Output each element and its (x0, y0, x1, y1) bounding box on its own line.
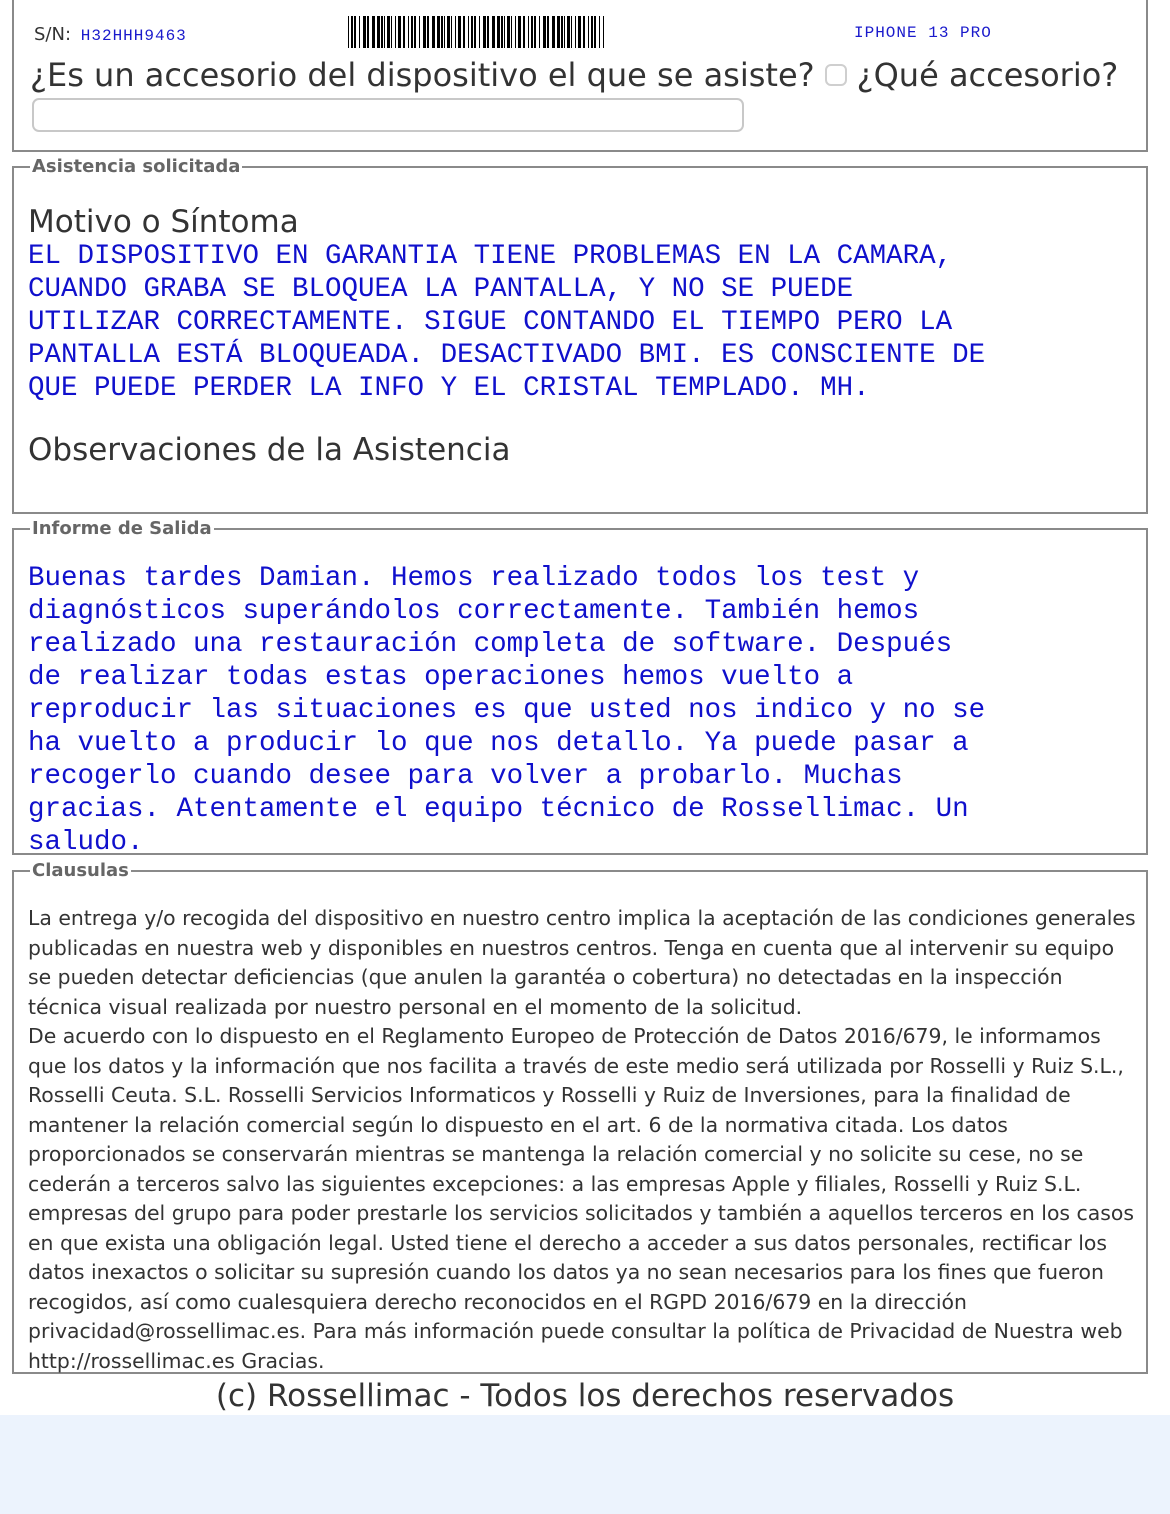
barcode-bar (411, 16, 413, 48)
clauses-paragraph: De acuerdo con lo dispuesto en el Reglamento Europeo de Protección de Datos 2016/679, le informamos que los datos y la información que nos facilita a través de este medio será utilizada por Rosselli y Ruiz S.L., Rosselli Ceuta. S.L. Rosselli Servicios Informaticos y Rosselli y Ruiz de Inversiones, para la finalidad de mantener la relación comercial según lo dispuesto en el art. 6 de la normativa citada. Los datos proporcionados se conservarán mientras se mantenga la relación comercial y no solicite su cese, no se cederán a terceros salvo las siguientes excepciones: a las empresas Apple y filiales, Rosselli y Ruiz S.L. empresas del grupo para poder prestarle los servicios solicitados y también a aquellos terceros en los casos en que exista una obligación legal. Usted tiene el derecho a acceder a sus datos personales, rectificar los datos inexactos o solicitar su supresión cuando los datos ya no sean necesarios para los fines que fueron recogidos, así como cualesquiera derecho reconocidos en el RGPD 2016/679 en la dirección privacidad@rossellimac.es. Para más información puede consultar la política de Privacidad de Nuestra web http://rossellimac.es Gracias. (28, 1024, 1134, 1373)
barcode-bar (367, 16, 369, 48)
barcode-bar (564, 16, 565, 48)
barcode-bar (471, 16, 473, 48)
barcode-bar (547, 16, 549, 48)
barcode-bar (458, 16, 461, 48)
barcode-bar (561, 16, 563, 48)
motivo-label: Motivo o Síntoma (28, 204, 299, 240)
barcode-bar (539, 16, 540, 48)
assistance-section (12, 158, 1148, 514)
barcode-image (348, 16, 604, 48)
accessory-input[interactable] (32, 98, 744, 132)
accessory-question-label: ¿Es un accesorio del dispositivo el que se asiste? (30, 56, 815, 94)
barcode-bar (427, 16, 429, 48)
observaciones-label: Observaciones de la Asistencia (28, 432, 511, 468)
barcode-bar (528, 16, 529, 48)
barcode-bar (451, 16, 452, 48)
barcode-bar (594, 16, 596, 48)
serial-number-value: H32HHH9463 (80, 27, 187, 45)
exit-report-section (12, 518, 1148, 858)
barcode-bar (557, 16, 560, 48)
barcode-bar (515, 16, 516, 48)
barcode-bar (479, 16, 480, 48)
barcode-bar (501, 16, 503, 48)
barcode-bar (414, 16, 416, 48)
barcode-bar (381, 16, 383, 48)
barcode-bar (492, 16, 495, 48)
barcode-bar (387, 16, 390, 48)
barcode-bar (391, 16, 392, 48)
barcode-bar (372, 16, 375, 48)
device-section (12, 0, 1148, 152)
barcode-bar (419, 16, 420, 48)
barcode-bar (377, 16, 380, 48)
barcode-bar (398, 16, 401, 48)
accessory-checkbox[interactable] (825, 64, 847, 86)
device-model: IPHONE 13 PRO (854, 24, 992, 42)
serial-number-label: S/N: (34, 24, 72, 45)
barcode-bar (534, 16, 536, 48)
motivo-text: EL DISPOSITIVO EN GARANTIA TIENE PROBLEMAS EN LA CAMARA, CUANDO GRABA SE BLOQUEA LA PANTALLA, Y NO SE PUEDE UTILIZAR CORRECTAMENTE. SIGUE CONTANDO EL TIEMPO PERO LA PANTALLA ESTÁ BLOQUEADA. DESACTIVADO BMI. ES CONSCIENTE DE QUE PUEDE PERDER LA INFO Y EL CRISTAL TEMPLADO. MH. (28, 241, 986, 404)
clauses-legend: Clausulas (32, 860, 129, 881)
serial-number-row (34, 24, 187, 45)
barcode-bar (437, 16, 440, 48)
barcode-bar (447, 16, 450, 48)
barcode-bar (474, 16, 476, 48)
barcode-bar (599, 16, 600, 48)
barcode-bar (384, 16, 385, 48)
barcode-bar (531, 16, 533, 48)
barcode-bar (507, 16, 510, 48)
clauses-text (28, 904, 1143, 1376)
barcode-bar (441, 16, 443, 48)
barcode-bar (468, 16, 469, 48)
barcode-bar (463, 16, 465, 48)
barcode-bar (348, 16, 349, 48)
barcode-bar (603, 16, 604, 48)
barcode-bar (455, 16, 456, 48)
which-accessory-label: ¿Qué accesorio? (856, 56, 1119, 94)
barcode-bar (403, 16, 405, 48)
barcode-bar (511, 16, 512, 48)
barcode-bar (552, 16, 555, 48)
accessory-question-row (30, 56, 1118, 94)
barcode-bar (497, 16, 500, 48)
barcode-bar (571, 16, 572, 48)
barcode-bar (408, 16, 409, 48)
barcode-bar (351, 16, 353, 48)
clauses-section (12, 862, 1148, 1374)
barcode-bar (588, 16, 589, 48)
barcode-bar (483, 16, 486, 48)
barcode-bar (432, 16, 435, 48)
exit-report-legend: Informe de Salida (32, 518, 212, 539)
barcode-bar (543, 16, 546, 48)
barcode-bar (591, 16, 593, 48)
barcode-bar (444, 16, 445, 48)
barcode-bar (363, 16, 366, 48)
barcode-bar (395, 16, 396, 48)
barcode-bar (423, 16, 426, 48)
barcode-bar (354, 16, 356, 48)
barcode-bar (359, 16, 360, 48)
barcode-bar (567, 16, 570, 48)
barcode-bar (504, 16, 505, 48)
barcode-bar (523, 16, 525, 48)
barcode-bar (583, 16, 585, 48)
barcode-bar (487, 16, 489, 48)
barcode-bar (578, 16, 581, 48)
clauses-paragraph: La entrega y/o recogida del dispositivo en nuestro centro implica la aceptación de las condiciones generales publicadas en nuestra web y disponibles en nuestros centros. Tenga en cuenta que al intervenir su equipo se pueden detectar deficiencias (que anulen la garantéa o cobertura) no detectadas en la inspección técnica visual realizada por nuestro personal en el momento de la solicitud. (28, 906, 1136, 1019)
assistance-legend: Asistencia solicitada (32, 156, 241, 177)
footer-copyright: (c) Rossellimac - Todos los derechos reservados (215, 1378, 955, 1414)
exit-report-text: Buenas tardes Damian. Hemos realizado todos los test y diagnósticos superándolos correctamente. También hemos realizado una restauración completa de software. Después de realizar todas estas operaciones hemos vuelto a reproducir las situaciones es que usted nos indico y no se ha vuelto a producir lo que nos detallo. Ya puede pasar a recogerlo cuando desee para volver a probarlo. Muchas gracias. Atentamente el equipo técnico de Rossellimac. Un saludo. (28, 563, 986, 858)
barcode-bar (518, 16, 521, 48)
barcode-bar (575, 16, 576, 48)
